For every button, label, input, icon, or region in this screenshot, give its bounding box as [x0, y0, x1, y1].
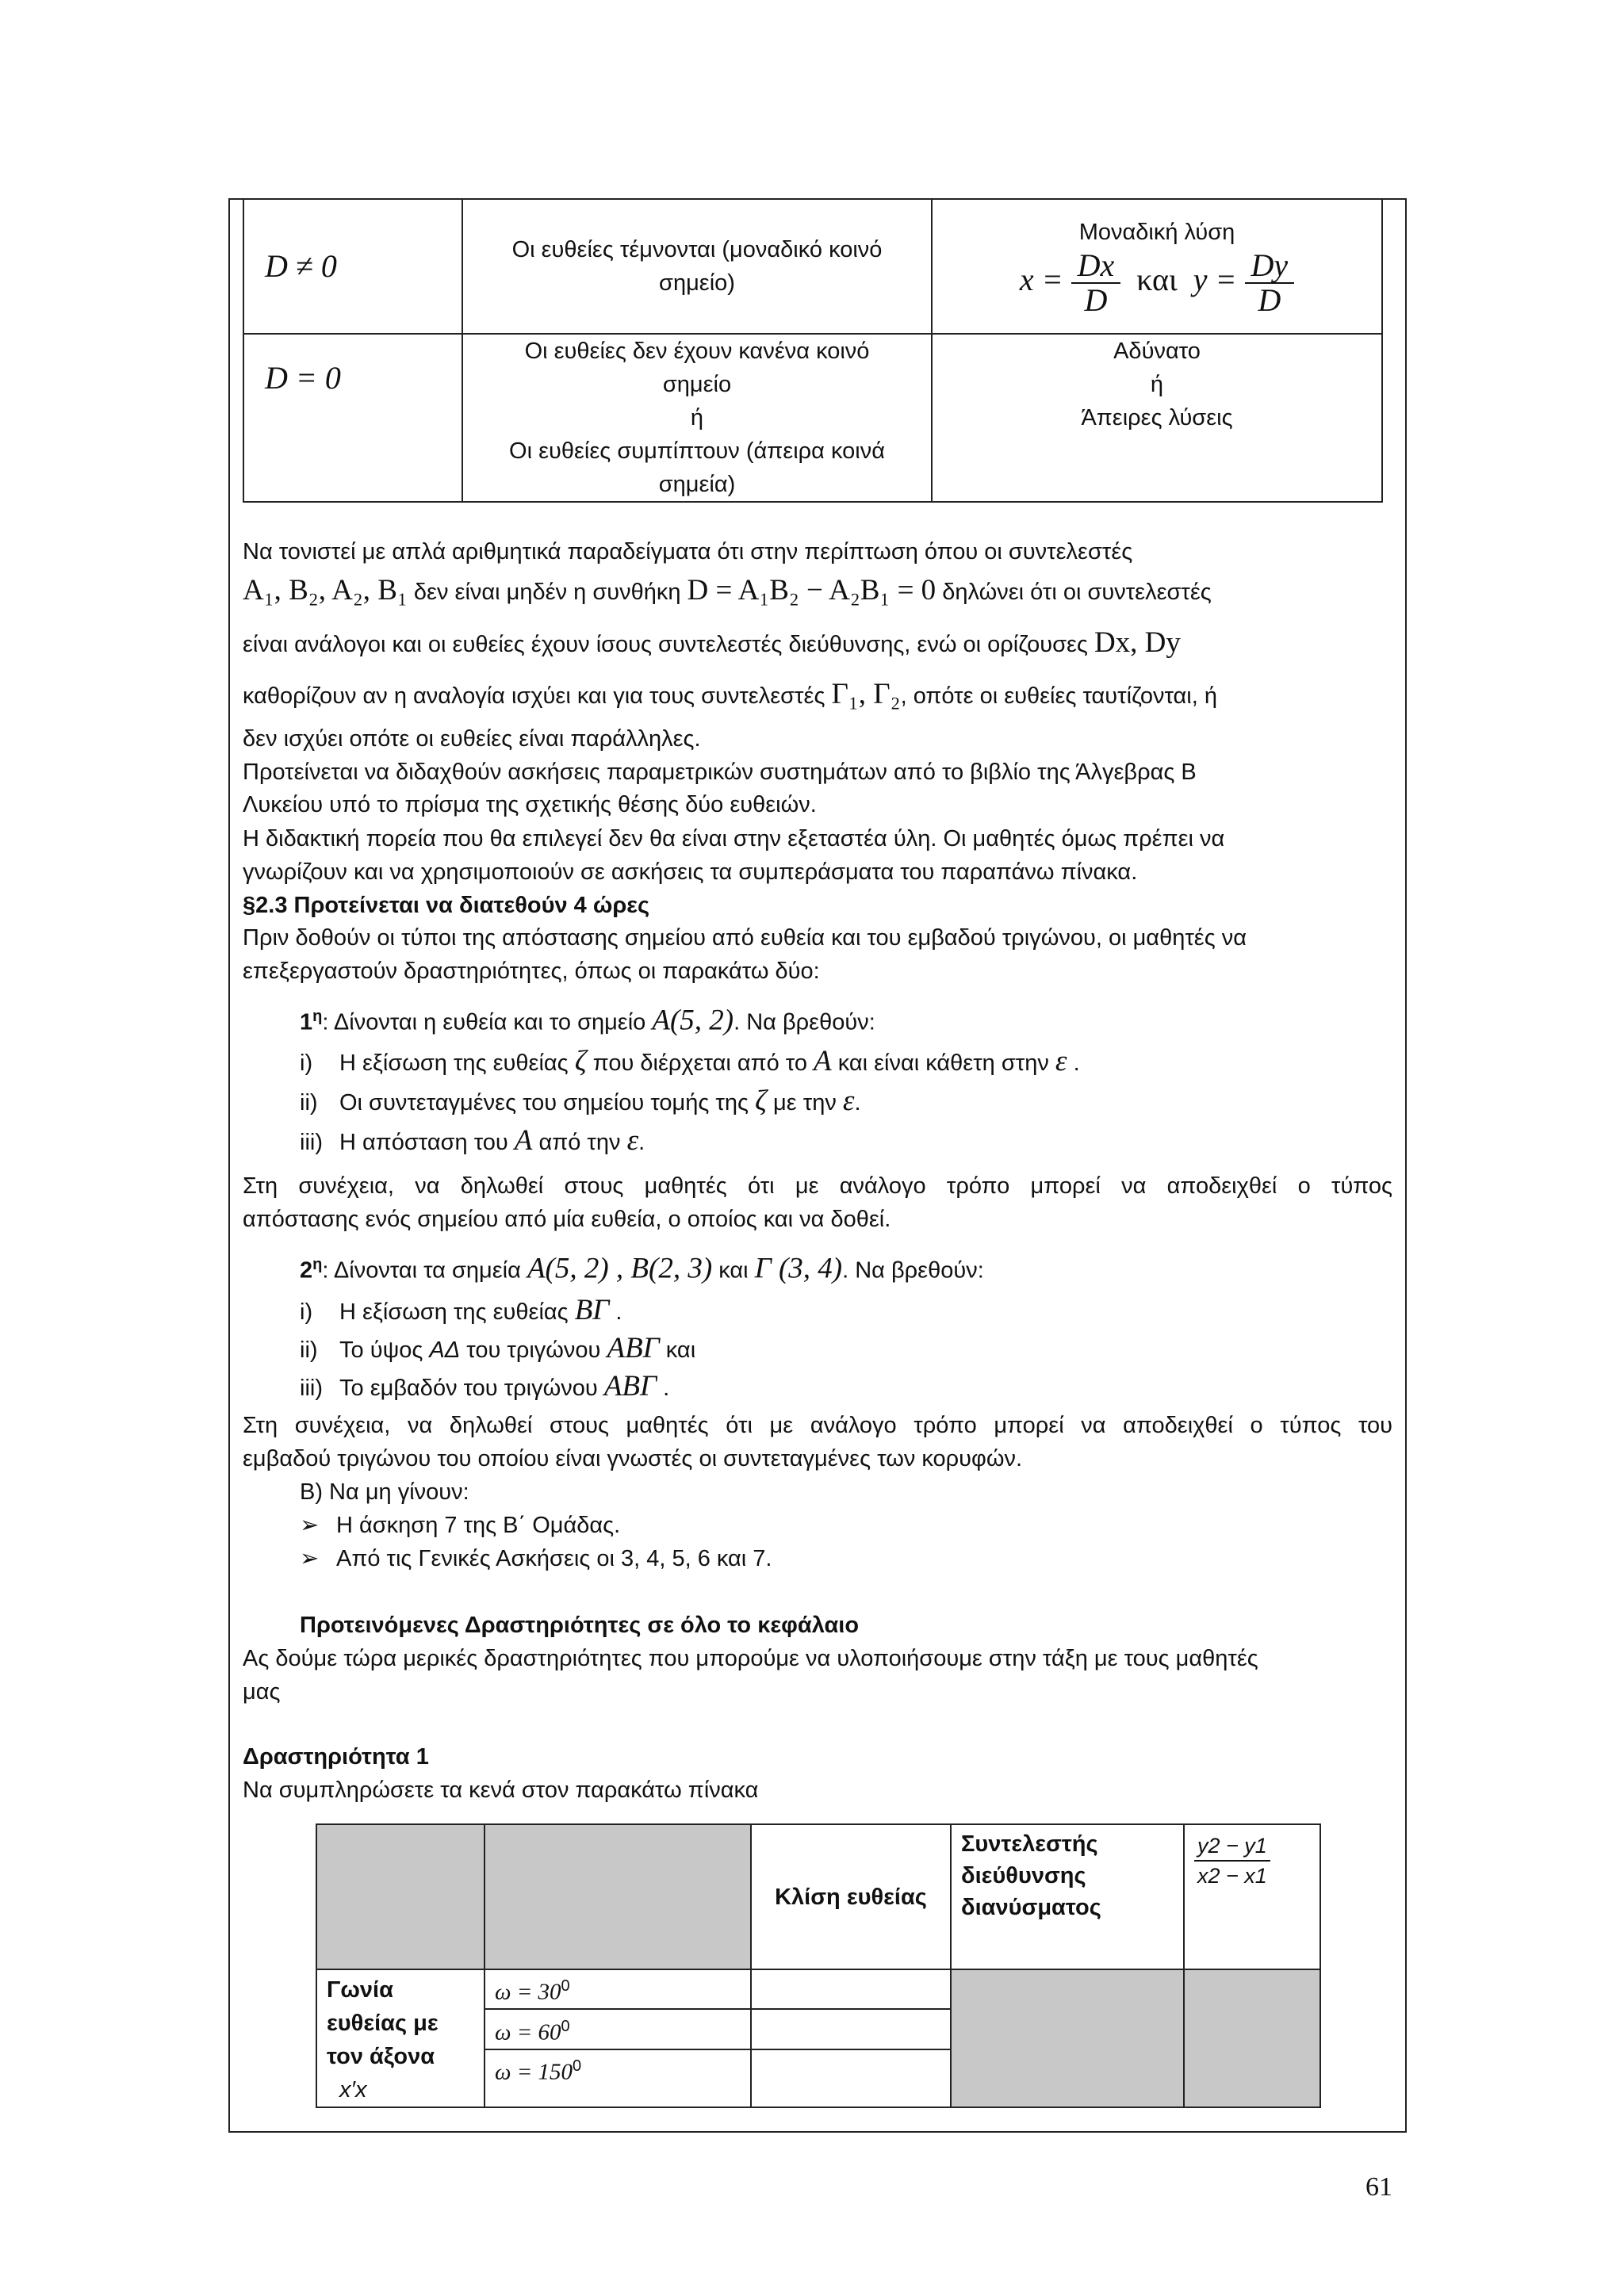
text-span: Η εξίσωση της ευθείας [339, 1050, 575, 1076]
slope-header: Κλίση ευθείας [751, 1824, 951, 1969]
math-symbol: ε [626, 1124, 639, 1157]
condition-cell: D ≠ 0 [243, 199, 462, 334]
degree-sup: 0 [573, 2057, 582, 2075]
paragraph: Λυκείου υπό το πρίσμα της σχετικής θέσης δύο ευθειών. [243, 792, 817, 817]
item-number: i) [300, 1050, 313, 1076]
position-cell-2 [462, 334, 932, 502]
paragraph: Ας δούμε τώρα μερικές δραστηριότητες που μπορούμε να υλοποιήσουμε στην τάξη με τους μαθητές [243, 1646, 1258, 1671]
paragraph-math [243, 574, 1392, 609]
blank-cell[interactable] [751, 1969, 951, 2009]
arrow-bullet-icon: ➢ [300, 1513, 320, 1538]
and-word: και [1136, 262, 1178, 298]
angle-cell [485, 2009, 751, 2049]
position-line: σημείο [662, 372, 732, 397]
text-span: με την [767, 1090, 843, 1115]
header-line: διεύθυνσης [961, 1863, 1086, 1888]
activities-heading: Προτεινόμενες Δραστηριότητες σε όλο το κεφάλαιο [300, 1613, 860, 1638]
solution-line: ή [1150, 372, 1164, 397]
header-line: διανύσματος [961, 1895, 1101, 1920]
label-line: ευθείας με [327, 2011, 439, 2036]
math-symbol: ΑΔ [429, 1337, 461, 1363]
text-span: καθορίζουν αν η αναλογία ισχύει και για τους συντελεστές [243, 683, 832, 709]
solution-cell [932, 199, 1382, 334]
solution-line: Άπειρες λύσεις [1081, 405, 1233, 430]
x-numerator: Dx [1071, 249, 1121, 284]
fraction-header [1184, 1824, 1320, 1969]
text-span: δηλώνει ότι οι συντελεστές [936, 580, 1212, 605]
position-cell [462, 199, 932, 334]
text-span: είναι ανάλογοι και οι ευθείες έχουν ίσους συντελεστές διεύθυνσης, ενώ οι ορίζουσες [243, 632, 1094, 657]
exercise-sup: η [312, 1008, 323, 1025]
text-span: , οπότε οι ευθείες ταυτίζονται, ή [900, 683, 1217, 709]
empty-header-cell [316, 1824, 485, 1969]
text-span: που διέρχεται από το [586, 1050, 814, 1076]
exercise-2-item-i [300, 1294, 1450, 1329]
math-symbol: ΑΒΓ [607, 1332, 660, 1364]
paragraph: Να τονιστεί με απλά αριθμητικά παραδείγματα ότι στην περίπτωση όπου οι συντελεστές [243, 539, 1133, 564]
text-span: Το εμβαδόν του τριγώνου [339, 1376, 604, 1401]
exercise-2-item-ii [300, 1332, 1450, 1367]
math-symbol: ε [842, 1085, 855, 1117]
direction-header [951, 1824, 1184, 1969]
fraction-denominator: x2 − x1 [1197, 1864, 1267, 1888]
paragraph: απόστασης ενός σημείου από μία ευθεία, ο οποίος και να δοθεί. [243, 1207, 891, 1232]
label-line: x′x [339, 2077, 367, 2103]
paragraph: δεν ισχύει οπότε οι ευθείες είναι παράλληλες. [243, 726, 701, 752]
exercise-sup: η [312, 1256, 323, 1273]
blank-cell[interactable] [751, 2049, 951, 2107]
item-number: ii) [300, 1090, 318, 1115]
solution-line: Αδύνατο [1113, 339, 1201, 364]
text-span: . [1067, 1050, 1080, 1076]
text-span: . [854, 1090, 861, 1115]
angle-value: ω = 150 [495, 2059, 573, 2085]
exercise-1-item-ii [300, 1085, 1450, 1119]
y-lhs: y = [1193, 262, 1237, 298]
header-line: Συντελεστής [961, 1831, 1098, 1857]
exercise-2-item-iii [300, 1370, 1450, 1405]
text-span: και [659, 1337, 696, 1363]
degree-sup: 0 [561, 2017, 570, 2035]
text-span: . [657, 1376, 670, 1401]
math-expression: Γ (3, 4) [754, 1252, 843, 1285]
item-number: iii) [300, 1376, 323, 1401]
paragraph: Να συμπληρώσετε τα κενά στον παρακάτω πίνακα [243, 1777, 759, 1803]
item-number: iii) [300, 1130, 323, 1155]
math-symbol: ΑΒΓ [603, 1370, 657, 1402]
position-line: σημεία) [658, 472, 736, 497]
y-numerator: Dy [1245, 249, 1295, 284]
math-expression: A₁, B₂, A₂, B₁ [243, 574, 408, 607]
text-span: Η εξίσωση της ευθείας [339, 1299, 575, 1325]
y-denominator: D [1258, 282, 1281, 318]
position-table [243, 198, 1383, 503]
slope-fraction [1194, 1831, 1270, 1890]
paragraph: Προτείνεται να διδαχθούν ασκήσεις παραμετρικών συστημάτων από το βιβλίο της Άλγεβρας Β [243, 760, 1197, 785]
angle-value: ω = 60 [495, 2019, 561, 2045]
paragraph: Στη συνέχεια, να δηλωθεί στους μαθητές ότι με ανάλογο τρόπο μπορεί να αποδειχθεί ο τύπος [243, 1173, 1392, 1199]
position-text: Οι ευθείες τέμνονται (μοναδικό κοινό σημείο) [511, 237, 883, 296]
exercise-2 [300, 1249, 1450, 1288]
text-span: . Να βρεθούν: [842, 1257, 984, 1284]
math-expression: A(5, 2) [652, 1004, 734, 1037]
grey-cell [1184, 1969, 1320, 2107]
paragraph: γνωρίζουν και να χρησιμοποιούν σε ασκήσεις τα συμπεράσματα του παραπάνω πίνακα. [243, 859, 1138, 885]
text-span: από την [532, 1130, 627, 1155]
exercise-number: 2 [300, 1257, 313, 1284]
paragraph: Η διδακτική πορεία που θα επιλεγεί δεν θα είναι στην εξεταστέα ύλη. Οι μαθητές όμως πρέπει να [243, 826, 1225, 851]
math-symbol: ζ [574, 1045, 587, 1077]
y-fraction [1245, 249, 1295, 317]
text-span: : Δίνονται η ευθεία και το σημείο [322, 1009, 653, 1035]
activity-table [316, 1823, 1321, 2108]
paragraph: μας [243, 1679, 281, 1705]
empty-header-cell [485, 1824, 751, 1969]
bullet-item [300, 1510, 1450, 1542]
text-span: δεν είναι μηδέν η συνθήκη [407, 580, 688, 605]
arrow-bullet-icon: ➢ [300, 1546, 320, 1571]
text-span: . [609, 1299, 622, 1325]
solution-title: Μοναδική λύση [1078, 220, 1235, 245]
math-expression: Dx, Dy [1094, 626, 1181, 659]
paragraph: εμβαδού τριγώνου του οποίου είναι γνωστές οι συντεταγμένες των κορυφών. [243, 1446, 1023, 1471]
angle-row-label [316, 1969, 485, 2107]
paragraph: επεξεργαστούν δραστηριότητες, όπως οι παρακάτω δύο: [243, 959, 820, 984]
grey-cell [951, 1969, 1184, 2107]
text-span: Οι συντεταγμένες του σημείου τομής της [339, 1090, 756, 1115]
math-symbol: ΒΓ [574, 1294, 610, 1326]
math-symbol: ε [1055, 1045, 1067, 1077]
text-span: Η απόσταση του [339, 1130, 515, 1155]
activity-1-heading: Δραστηριότητα 1 [243, 1744, 429, 1770]
paragraph: Πριν δοθούν οι τύποι της απόστασης σημείου από ευθεία και του εμβαδού τριγώνου, οι μαθητές να [243, 925, 1247, 951]
section-heading: §2.3 Προτείνεται να διατεθούν 4 ώρες [243, 893, 650, 918]
paragraph: Στη συνέχεια, να δηλωθεί στους μαθητές ότι με ανάλογο τρόπο μπορεί να αποδειχθεί ο τύπος του [243, 1413, 1392, 1438]
angle-cell [485, 2049, 751, 2107]
paragraph-math [243, 678, 1392, 713]
x-fraction [1071, 249, 1121, 317]
position-line: ή [690, 405, 704, 430]
math-symbol: A [814, 1045, 832, 1077]
text-span: του τριγώνου [460, 1337, 607, 1363]
angle-value: ω = 30 [495, 1980, 561, 2006]
degree-sup: 0 [561, 1977, 570, 1996]
text-span: και [712, 1257, 755, 1284]
math-expression: D = A₁B₂ − A₂B₁ = 0 [687, 574, 936, 607]
label-line: τον άξονα [327, 2044, 435, 2069]
math-symbol: A [514, 1124, 533, 1157]
position-line: Οι ευθείες δεν έχουν κανένα κοινό [524, 339, 870, 364]
condition-cell-2: D = 0 [243, 334, 462, 502]
text-span: και είναι κάθετη στην [831, 1050, 1055, 1076]
text-span: : Δίνονται τα σημεία [322, 1257, 527, 1284]
text-span: . [638, 1130, 645, 1155]
exercise-1-item-iii [300, 1124, 1450, 1159]
position-line: Οι ευθείες συμπίπτουν (άπειρα κοινά [509, 438, 885, 464]
item-number: i) [300, 1299, 313, 1325]
blank-cell[interactable] [751, 2009, 951, 2049]
text-span: . Να βρεθούν: [733, 1009, 875, 1035]
exercise-number: 1 [300, 1009, 313, 1035]
exercise-1 [300, 1001, 1450, 1039]
paragraph: Β) Να μη γίνουν: [300, 1479, 469, 1505]
math-expression: A(5, 2) , B(2, 3) [527, 1252, 713, 1285]
bullet-text: Από τις Γενικές Ασκήσεις οι 3, 4, 5, 6 και 7. [336, 1546, 772, 1571]
exercise-1-item-i [300, 1045, 1450, 1080]
solution-cell-2 [932, 334, 1382, 502]
paragraph-math [243, 626, 1392, 661]
bullet-item [300, 1543, 1450, 1575]
math-expression: Γ₁, Γ₂ [831, 678, 901, 710]
page-number: 61 [1365, 2172, 1392, 2202]
item-number: ii) [300, 1337, 318, 1363]
label-line: Γωνία [327, 1977, 393, 2003]
math-symbol: ζ [755, 1085, 767, 1117]
x-lhs: x = [1019, 262, 1063, 298]
fraction-numerator: y2 − y1 [1194, 1831, 1270, 1862]
angle-cell [485, 1969, 751, 2009]
bullet-text: Η άσκηση 7 της Β΄ Ομάδας. [336, 1513, 621, 1538]
x-denominator: D [1084, 282, 1108, 318]
text-span: Το ύψος [339, 1337, 430, 1363]
